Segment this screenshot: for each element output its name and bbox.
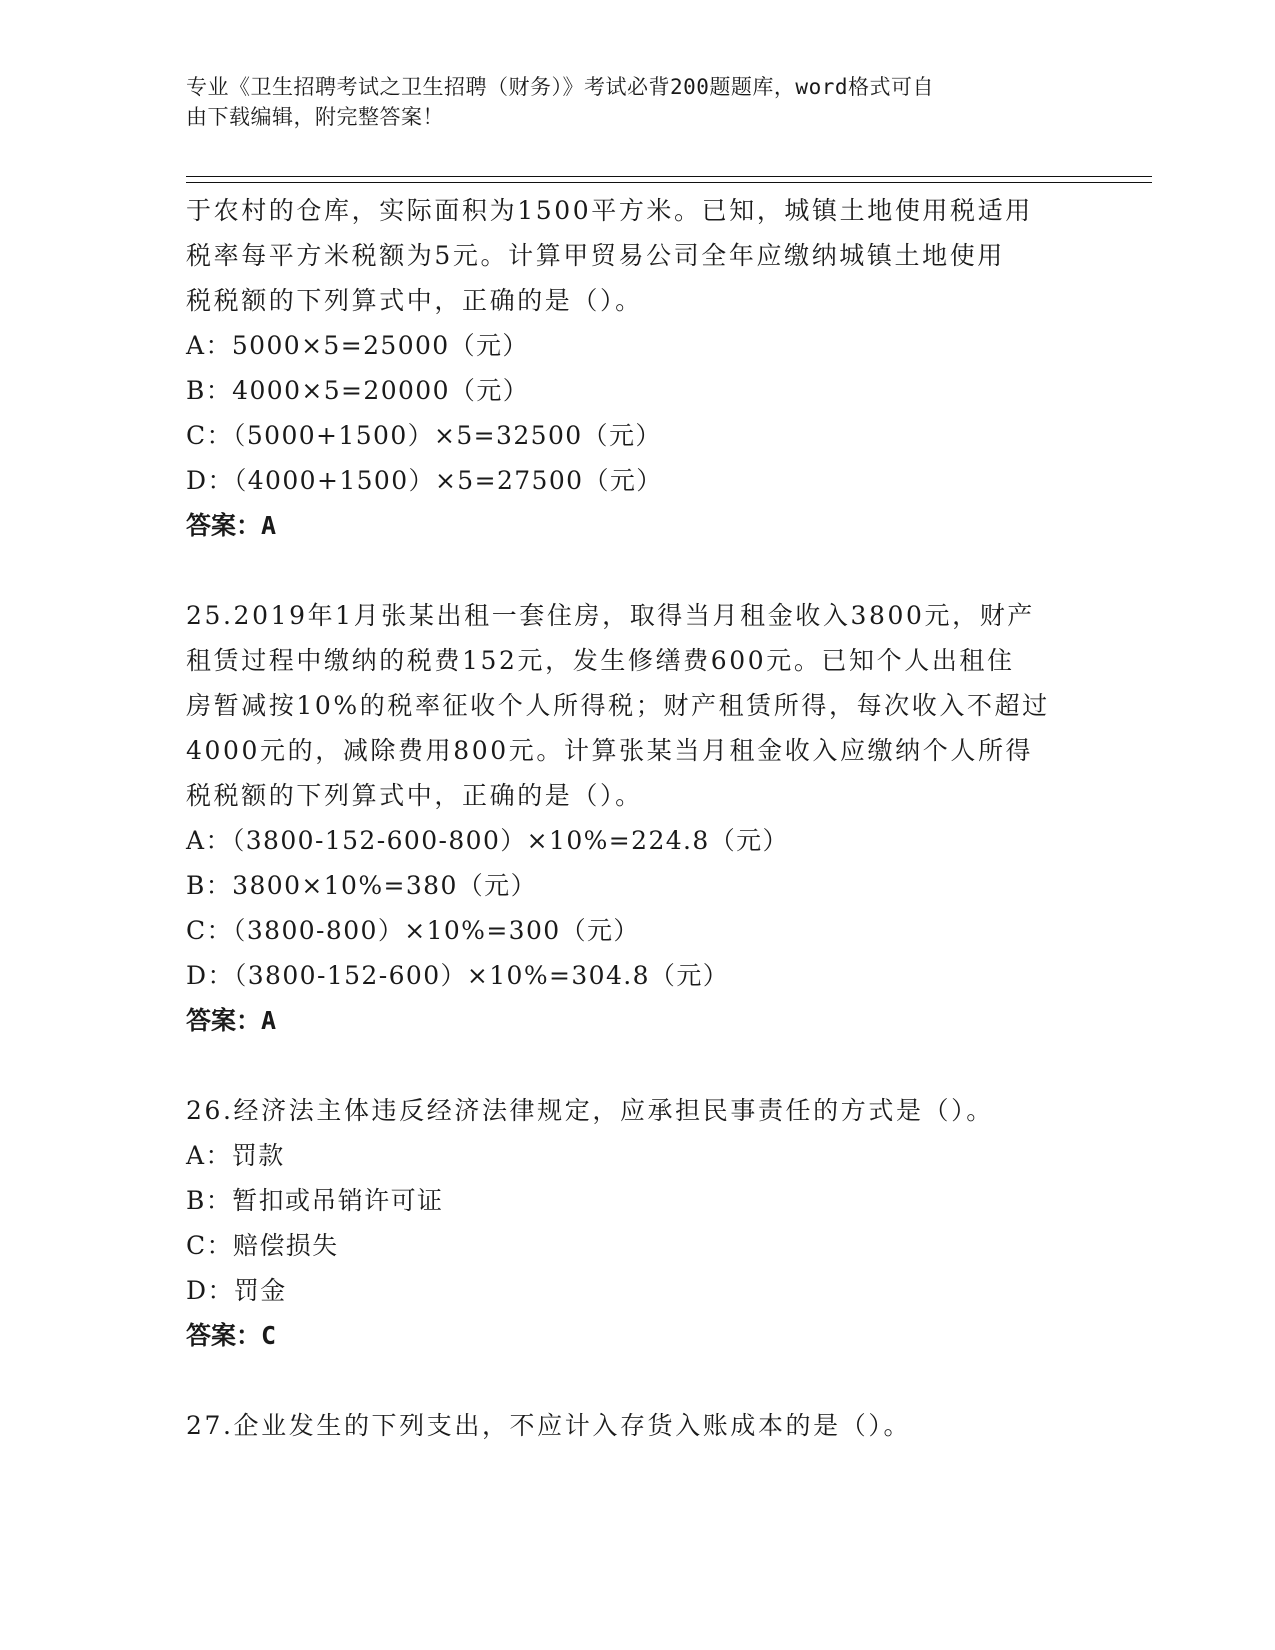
option-d: D：（3800-152-600）×10%=304.8（元） <box>186 961 730 990</box>
option-c: C：赔偿损失 <box>186 1231 339 1260</box>
question-continued <box>186 188 1086 548</box>
document-header <box>186 72 1066 132</box>
option-a: A：（3800-152-600-800）×10%=224.8（元） <box>186 826 789 855</box>
question-text-line: 税率每平方米税额为5元。计算甲贸易公司全年应缴纳城镇土地使用 <box>186 241 1005 270</box>
question-27 <box>186 1403 1086 1448</box>
document-body <box>186 188 1086 1448</box>
question-text-line: 26.经济法主体违反经济法律规定，应承担民事责任的方式是（）。 <box>186 1096 994 1125</box>
option-c: C：（5000+1500）×5=32500（元） <box>186 421 662 450</box>
option-b: B：4000×5=20000（元） <box>186 376 530 405</box>
option-a: A：罚款 <box>186 1141 285 1170</box>
question-26 <box>186 1088 1086 1358</box>
option-a: A：5000×5=25000（元） <box>186 331 529 360</box>
option-d: D：（4000+1500）×5=27500（元） <box>186 466 663 495</box>
option-d: D：罚金 <box>186 1276 287 1305</box>
question-25 <box>186 593 1086 1043</box>
question-text-line: 27.企业发生的下列支出，不应计入存货入账成本的是（）。 <box>186 1411 912 1440</box>
header-rule-bottom <box>186 182 1152 183</box>
header-line-2: 由下载编辑，附完整答案！ <box>186 105 444 129</box>
spacer <box>186 1358 1086 1403</box>
header-line-1: 专业《卫生招聘考试之卫生招聘（财务）》考试必背200题题库，word格式可自 <box>186 75 934 99</box>
spacer <box>186 548 1086 593</box>
question-text-line: 4000元的，减除费用800元。计算张某当月租金收入应缴纳个人所得 <box>186 736 1034 765</box>
question-text-line: 25.2019年1月张某出租一套住房，取得当月租金收入3800元，财产 <box>186 601 1035 630</box>
header-rule-top <box>186 176 1152 177</box>
option-b: B：暂扣或吊销许可证 <box>186 1186 444 1215</box>
answer-label: 答案：A <box>186 511 277 540</box>
option-c: C：（3800-800）×10%=300（元） <box>186 916 640 945</box>
question-text-line: 于农村的仓库，实际面积为1500平方米。已知，城镇土地使用税适用 <box>186 196 1033 225</box>
answer-label: 答案：C <box>186 1321 277 1350</box>
answer-label: 答案：A <box>186 1006 277 1035</box>
spacer <box>186 1043 1086 1088</box>
question-text-line: 租赁过程中缴纳的税费152元，发生修缮费600元。已知个人出租住 <box>186 646 1015 675</box>
question-text-line: 房暂减按10%的税率征收个人所得税；财产租赁所得，每次收入不超过 <box>186 691 1050 720</box>
option-b: B：3800×10%=380（元） <box>186 871 537 900</box>
question-text-line: 税税额的下列算式中，正确的是（）。 <box>186 781 643 810</box>
question-text-line: 税税额的下列算式中，正确的是（）。 <box>186 286 643 315</box>
